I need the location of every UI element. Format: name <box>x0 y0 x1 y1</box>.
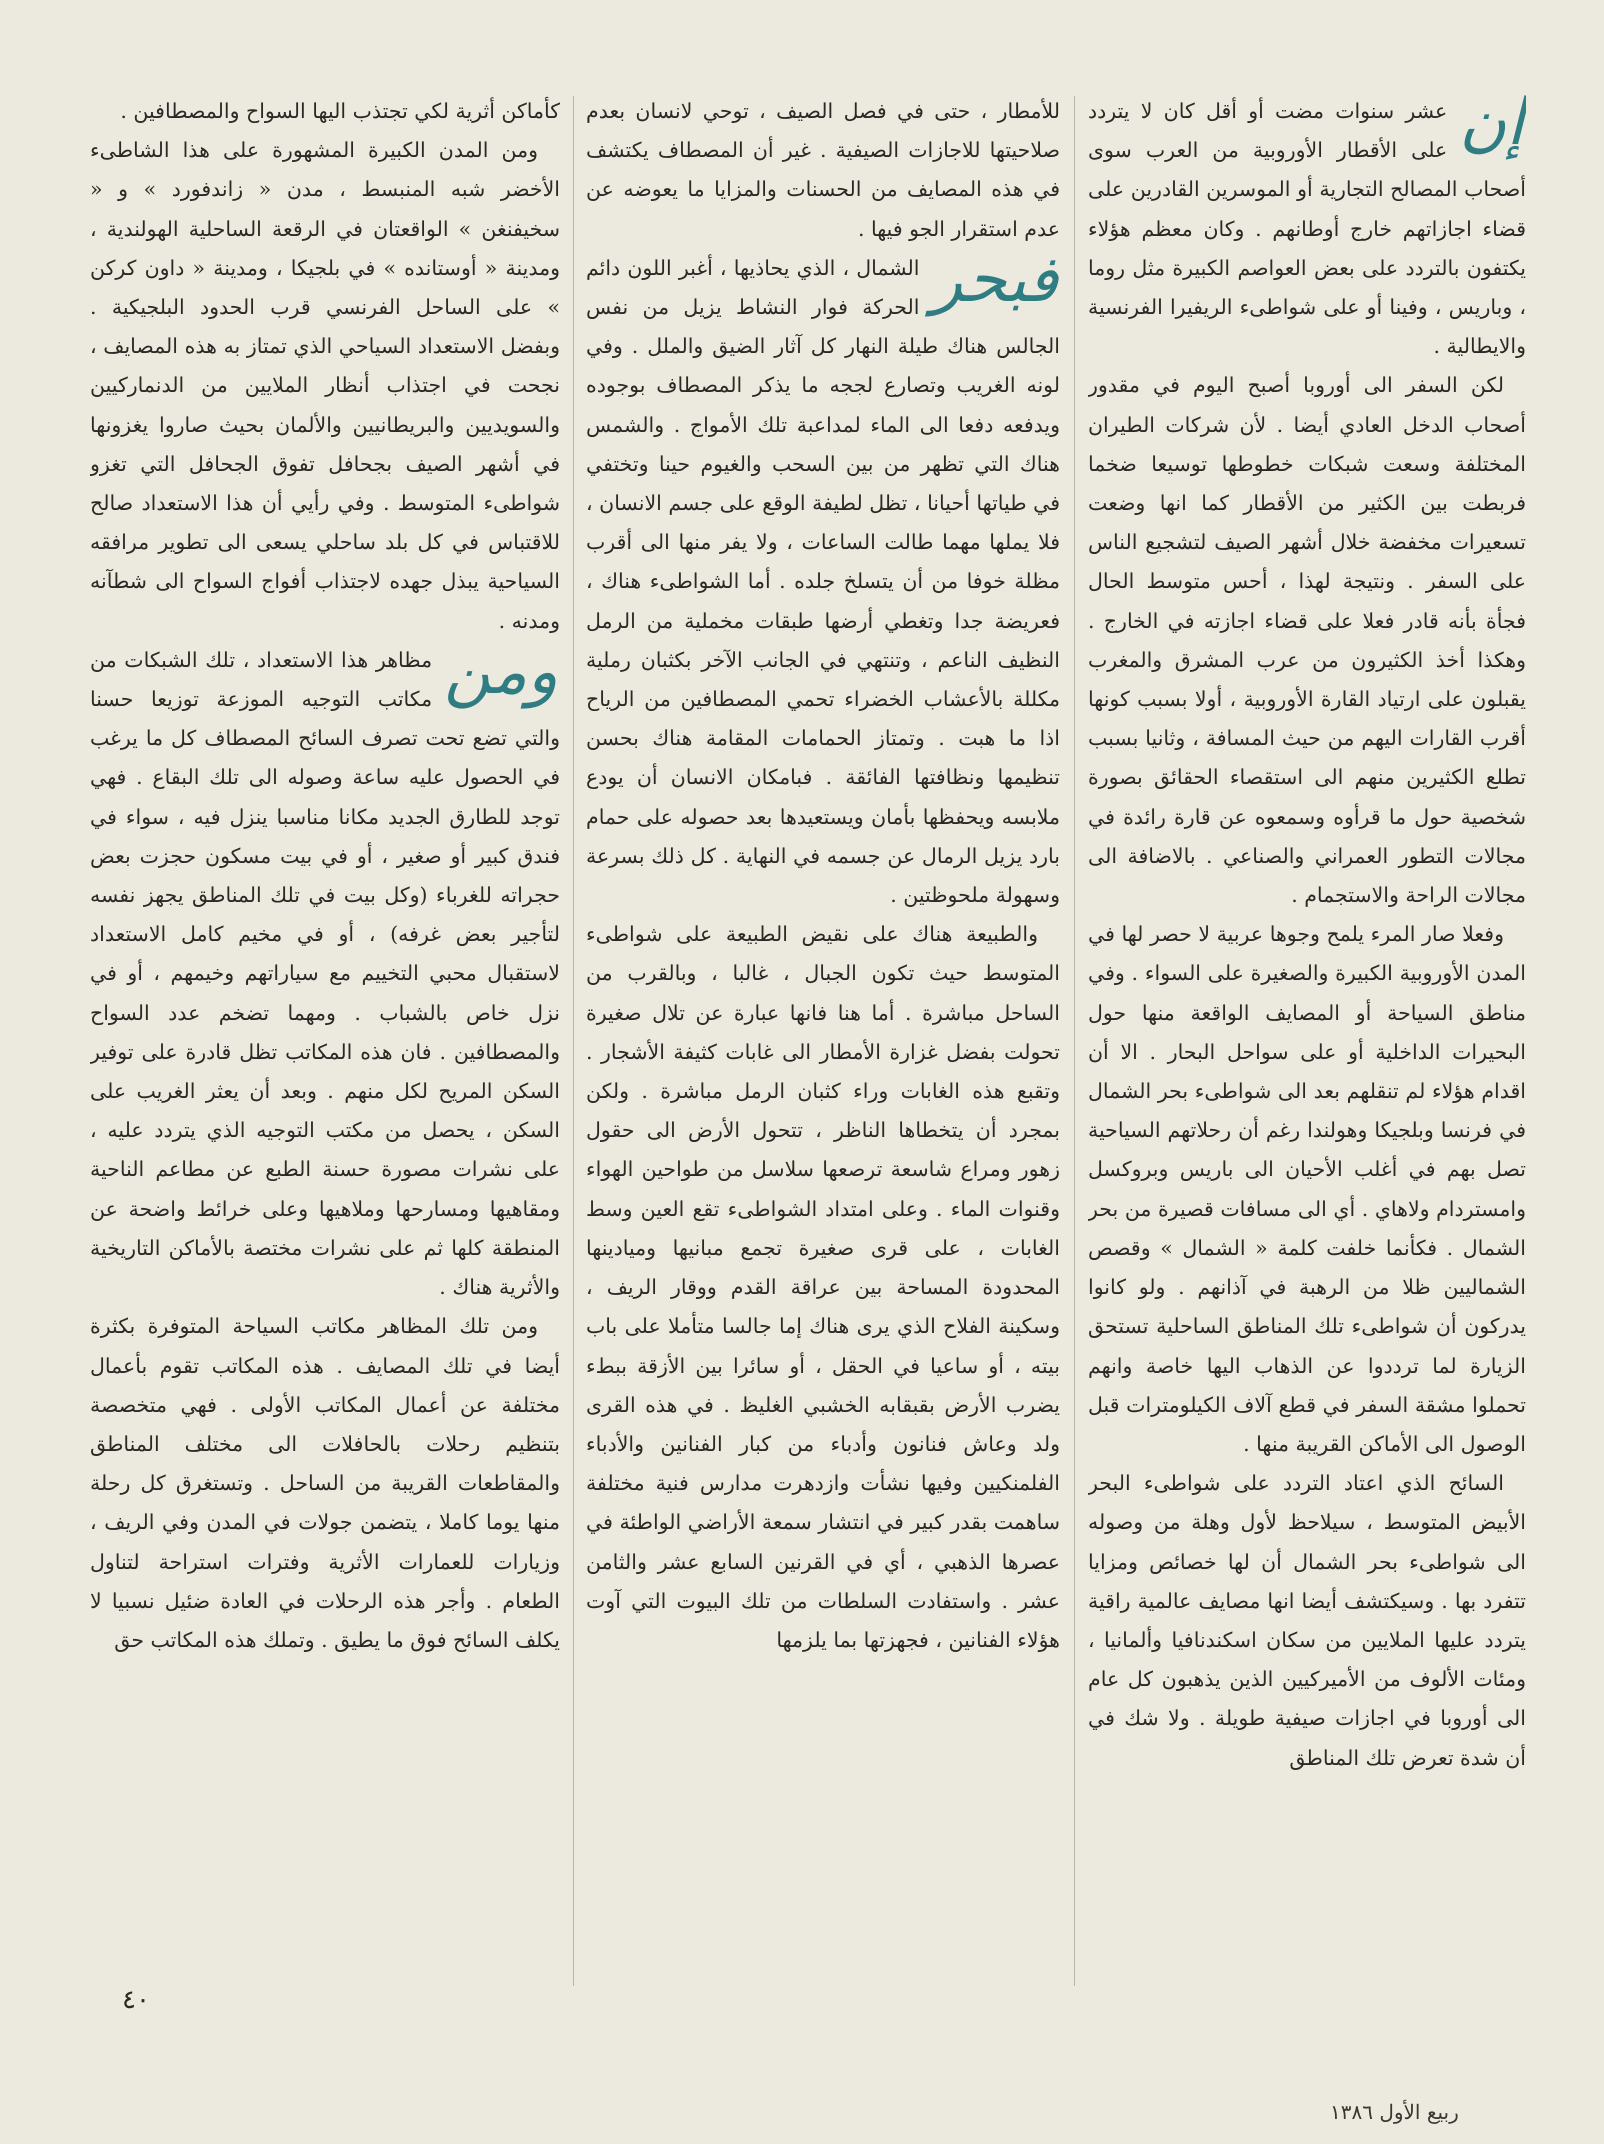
article-paragraph: لكن السفر الى أوروبا أصبح اليوم في مقدور أصحاب الدخل العادي أيضا . لأن شركات الطيران المختلفة وسعت شبكات خطوطها توسيعا ضخما فربطت بين الكثير من الأقطار كما انها وضعت تسعيرات مخفضة خلال أشهر الصيف لتشجيع الناس على السفر . ونتيجة لهذا ، أحس متوسط الحال فجأة بأنه قادر فعلا على قضاء اجازته في الخارج . وهكذا أخذ الكثيرون من عرب المشرق والمغرب يقبلون على ارتياد القارة الأوروبية ، أولا بسبب كونها أقرب القارات اليهم من حيث المسافة ، وثانيا بسبب تطلع الكثيرين منهم الى استقصاء الحقائق بصورة شخصية حول ما قرأوه وسمعوه عن قارة رائدة في مجالات التطور العمراني والصناعي . بالاضافة الى مجالات الراحة والاستجمام . <box>1088 373 1526 908</box>
article-paragraph: للأمطار ، حتى في فصل الصيف ، توحي لانسان بعدم صلاحيتها للاجازات الصيفية . غير أن المصطاف يكتشف في هذه المصايف من الحسنات والمزايا ما يعوضه عن عدم استقرار الجو فيها . <box>586 99 1060 241</box>
issue-date-footer: ربيع الأول ١٣٨٦ <box>1330 2100 1459 2124</box>
article-paragraph: ومن المدن الكبيرة المشهورة على هذا الشاطىء الأخضر شبه المنبسط ، مدن « زاندفورد » و « سخيفنغن » الواقعتان في الرقعة الساحلية الهولندية ، ومدينة « أوستانده » في بلجيكا ، ومدينة « داون كركن » على الساحل الفرنسي قرب الحدود البلجيكية . وبفضل الاستعداد السياحي الذي تمتاز به هذه المصايف ، نجحت في اجتذاب أنظار الملايين من الدنماركيين والسويديين والبريطانيين والألمان بحيث صاروا يغزونها في أشهر الصيف بجحافل تفوق الجحافل التي تغزو شواطىء المتوسط . وفي رأيي أن هذا الاستعداد صالح للاقتباس في كل بلد ساحلي يسعى الى تطوير مرافقه السياحية يبذل جهده لاجتذاب أفواج السواح الى شطآنه ومدنه . <box>90 138 560 633</box>
drop-cap-word: فبحر <box>931 242 1058 317</box>
article-paragraph: السائح الذي اعتاد التردد على شواطىء البحر الأبيض المتوسط ، سيلاحظ لأول وهلة من وصوله الى شواطىء بحر الشمال أن لها خصائص ومزايا تتفرد بها . وسيكتشف أيضا انها مصايف عالمية راقية يتردد عليها الملايين من سكان اسكندنافيا وألمانيا ، ومئات الألوف من الأميركيين الذين يذهبون كل عام الى أوروبا في اجازات صيفية طويلة . ولا شك في أن شدة تعرض تلك المناطق <box>1088 1471 1526 1770</box>
article-paragraph: والطبيعة هناك على نقيض الطبيعة على شواطىء المتوسط حيث تكون الجبال ، غالبا ، وبالقرب من الساحل مباشرة . أما هنا فانها عبارة عن تلال صغيرة تحولت بفضل غزارة الأمطار الى غابات كثيفة الأشجار . وتقبع هذه الغابات وراء كثبان الرمل مباشرة . ولكن بمجرد أن يتخطاها الناظر ، تتحول الأرض الى حقول زهور ومراع شاسعة ترصعها سلاسل من طواحين الهواء وقنوات الماء . وعلى امتداد الشواطىء تقع العين وسط الغابات ، على قرى صغيرة تجمع مبانيها وميادينها المحدودة المساحة بين عراقة القدم ووقار الريف ، وسكينة الفلاح الذي يرى هناك إما جالسا متأملا على باب بيته ، أو ساعيا في الحقل ، أو سائرا بين الأزقة ببطء يضرب الأرض بقبقابه الخشبي الغليظ . في هذه القرى ولد وعاش فنانون وأدباء من كبار الفنانين والأدباء الفلمنكيين وفيها نشأت وازدهرت مدارس فنية مختلفة ساهمت بقدر كبير في انتشار سمعة الأراضي الواطئة في عصرها الذهبي ، أي في القرنين السابع عشر والثامن عشر . واستفادت السلطات من تلك البيوت التي آوت هؤلاء الفنانين ، فجهزتها بما يلزمها <box>586 922 1060 1652</box>
article-column-right <box>1088 92 1526 2002</box>
article-column-middle <box>586 92 1060 2002</box>
page-number: ٤٠ <box>122 1985 150 2015</box>
article-column-left <box>90 92 560 2002</box>
article-paragraph: عشر سنوات مضت أو أقل كان لا يتردد على الأقطار الأوروبية من العرب سوى أصحاب المصالح التجارية أو الموسرين القادرين على قضاء اجازاتهم خارج أوطانهم . وكان معظم هؤلاء يكتفون بالتردد على بعض العواصم الكبيرة مثل روما ، وباريس ، وفينا أو على شواطىء الريفيرا الفرنسية والايطالية . <box>1088 99 1526 359</box>
article-paragraph: الشمال ، الذي يحاذيها ، أغبر اللون دائم الحركة فوار النشاط يزيل من نفس الجالس هناك طيلة النهار كل آثار الضيق والملل . وفي لونه الغريب وتصارع لججه ما يذكر المصطاف بوجوده ويدفعه دفعا الى الماء لمداعبة تلك الأمواج . والشمس هناك التي تظهر من بين السحب والغيوم حينا وتختفي في طياتها أحيانا ، تظل لطيفة الوقع على جسم الانسان ، فلا يملها مهما طالت الساعات ، ولا يفر منها الى أقرب مظلة خوفا من أن يتسلخ جلده . أما الشواطىء هناك ، فعريضة جدا وتغطي أرضها طبقات مخملية من الرمل النظيف الناعم ، وتنتهي في الجانب الآخر بكثبان رملية مكللة بالأعشاب الخضراء تحمي المصطافين من الرياح اذا ما هبت . وتمتاز الحمامات المقامة هناك بحسن تنظيمها ونظافتها الفائقة . فبامكان الانسان أن يودع ملابسه ويحفظها بأمان ويستعيدها بعد حصوله على حمام بارد يزيل الرمال عن جسمه في النهاية . كل ذلك بسرعة وسهولة ملحوظتين . <box>586 255 1060 908</box>
article-paragraph: ومن تلك المظاهر مكاتب السياحة المتوفرة بكثرة أيضا في تلك المصايف . هذه المكاتب تقوم بأعمال مختلفة عن أعمال المكاتب الأولى . فهي متخصصة بتنظيم رحلات بالحافلات الى مختلف المناطق والمقاطعات القريبة من الساحل . وتستغرق كل رحلة منها يوما كاملا ، يتضمن جولات في المدن وفي الريف ، وزيارات للعمارات الأثرية وفترات استراحة لتناول الطعام . وأجر هذه الرحلات في العادة ضئيل نسبيا لا يكلف السائح فوق ما يطيق . وتملك هذه المكاتب حق <box>90 1314 560 1652</box>
column-divider <box>573 96 574 1986</box>
column-divider <box>1074 96 1075 1986</box>
drop-cap-word: إن <box>1459 92 1524 160</box>
article-paragraph: وفعلا صار المرء يلمح وجوها عربية لا حصر لها في المدن الأوروبية الكبيرة والصغيرة على السواء . وفي مناطق السياحة أو المصايف الواقعة منها حول البحيرات الداخلية أو على سواحل البحار . الا أن اقدام هؤلاء لم تنقلهم بعد الى شواطىء بحر الشمال في فرنسا وبلجيكا وهولندا رغم أن رحلاتهم السياحية تصل بهم في أغلب الأحيان الى باريس وبروكسل وامستردام ولاهاي . أي الى مسافات قصيرة من بحر الشمال . فكأنما خلفت كلمة « الشمال » وقصص الشماليين ظلا من الرهبة في آذانهم . ولو كانوا يدركون أن شواطىء تلك المناطق الساحلية تستحق الزيارة لما ترددوا عن الذهاب اليها خاصة وانهم تحملوا مشقة السفر في قطع آلاف الكيلومترات قبل الوصول الى الأماكن القريبة منها . <box>1088 922 1526 1456</box>
article-paragraph: كأماكن أثرية لكي تجتذب اليها السواح والمصطافين . <box>120 99 560 123</box>
drop-cap-word: ومن <box>444 634 558 709</box>
article-paragraph: مظاهر هذا الاستعداد ، تلك الشبكات من مكاتب التوجيه الموزعة توزيعا حسنا والتي تضع تحت تصرف السائح المصطاف كل ما يرغب في الحصول عليه ساعة وصوله الى تلك البقاع . فهي توجد للطارق الجديد مكانا مناسبا ينزل فيه ، سواء في فندق كبير أو صغير ، أو في بيت مسكون حجزت بعض حجراته للغرباء (وكل بيت في تلك المناطق يجهز نفسه لتأجير بعض غرفه) ، أو في مخيم كامل الاستعداد لاستقبال محبي التخييم مع سياراتهم وخيمهم ، أو في نزل خاص بالشباب . ومهما تضخم عدد السواح والمصطافين . فان هذه المكاتب تظل قادرة على توفير السكن المريح لكل منهم . وبعد أن يعثر الغريب على السكن ، يحصل من مكتب التوجيه الذي يتردد عليه ، على نشرات مصورة حسنة الطبع عن مطاعم الناحية ومقاهيها ومسارحها وملاهيها وعلى خرائط واضحة عن المنطقة كلها ثم على نشرات مختصة بالأماكن التاريخية والأثرية هناك . <box>90 647 560 1300</box>
